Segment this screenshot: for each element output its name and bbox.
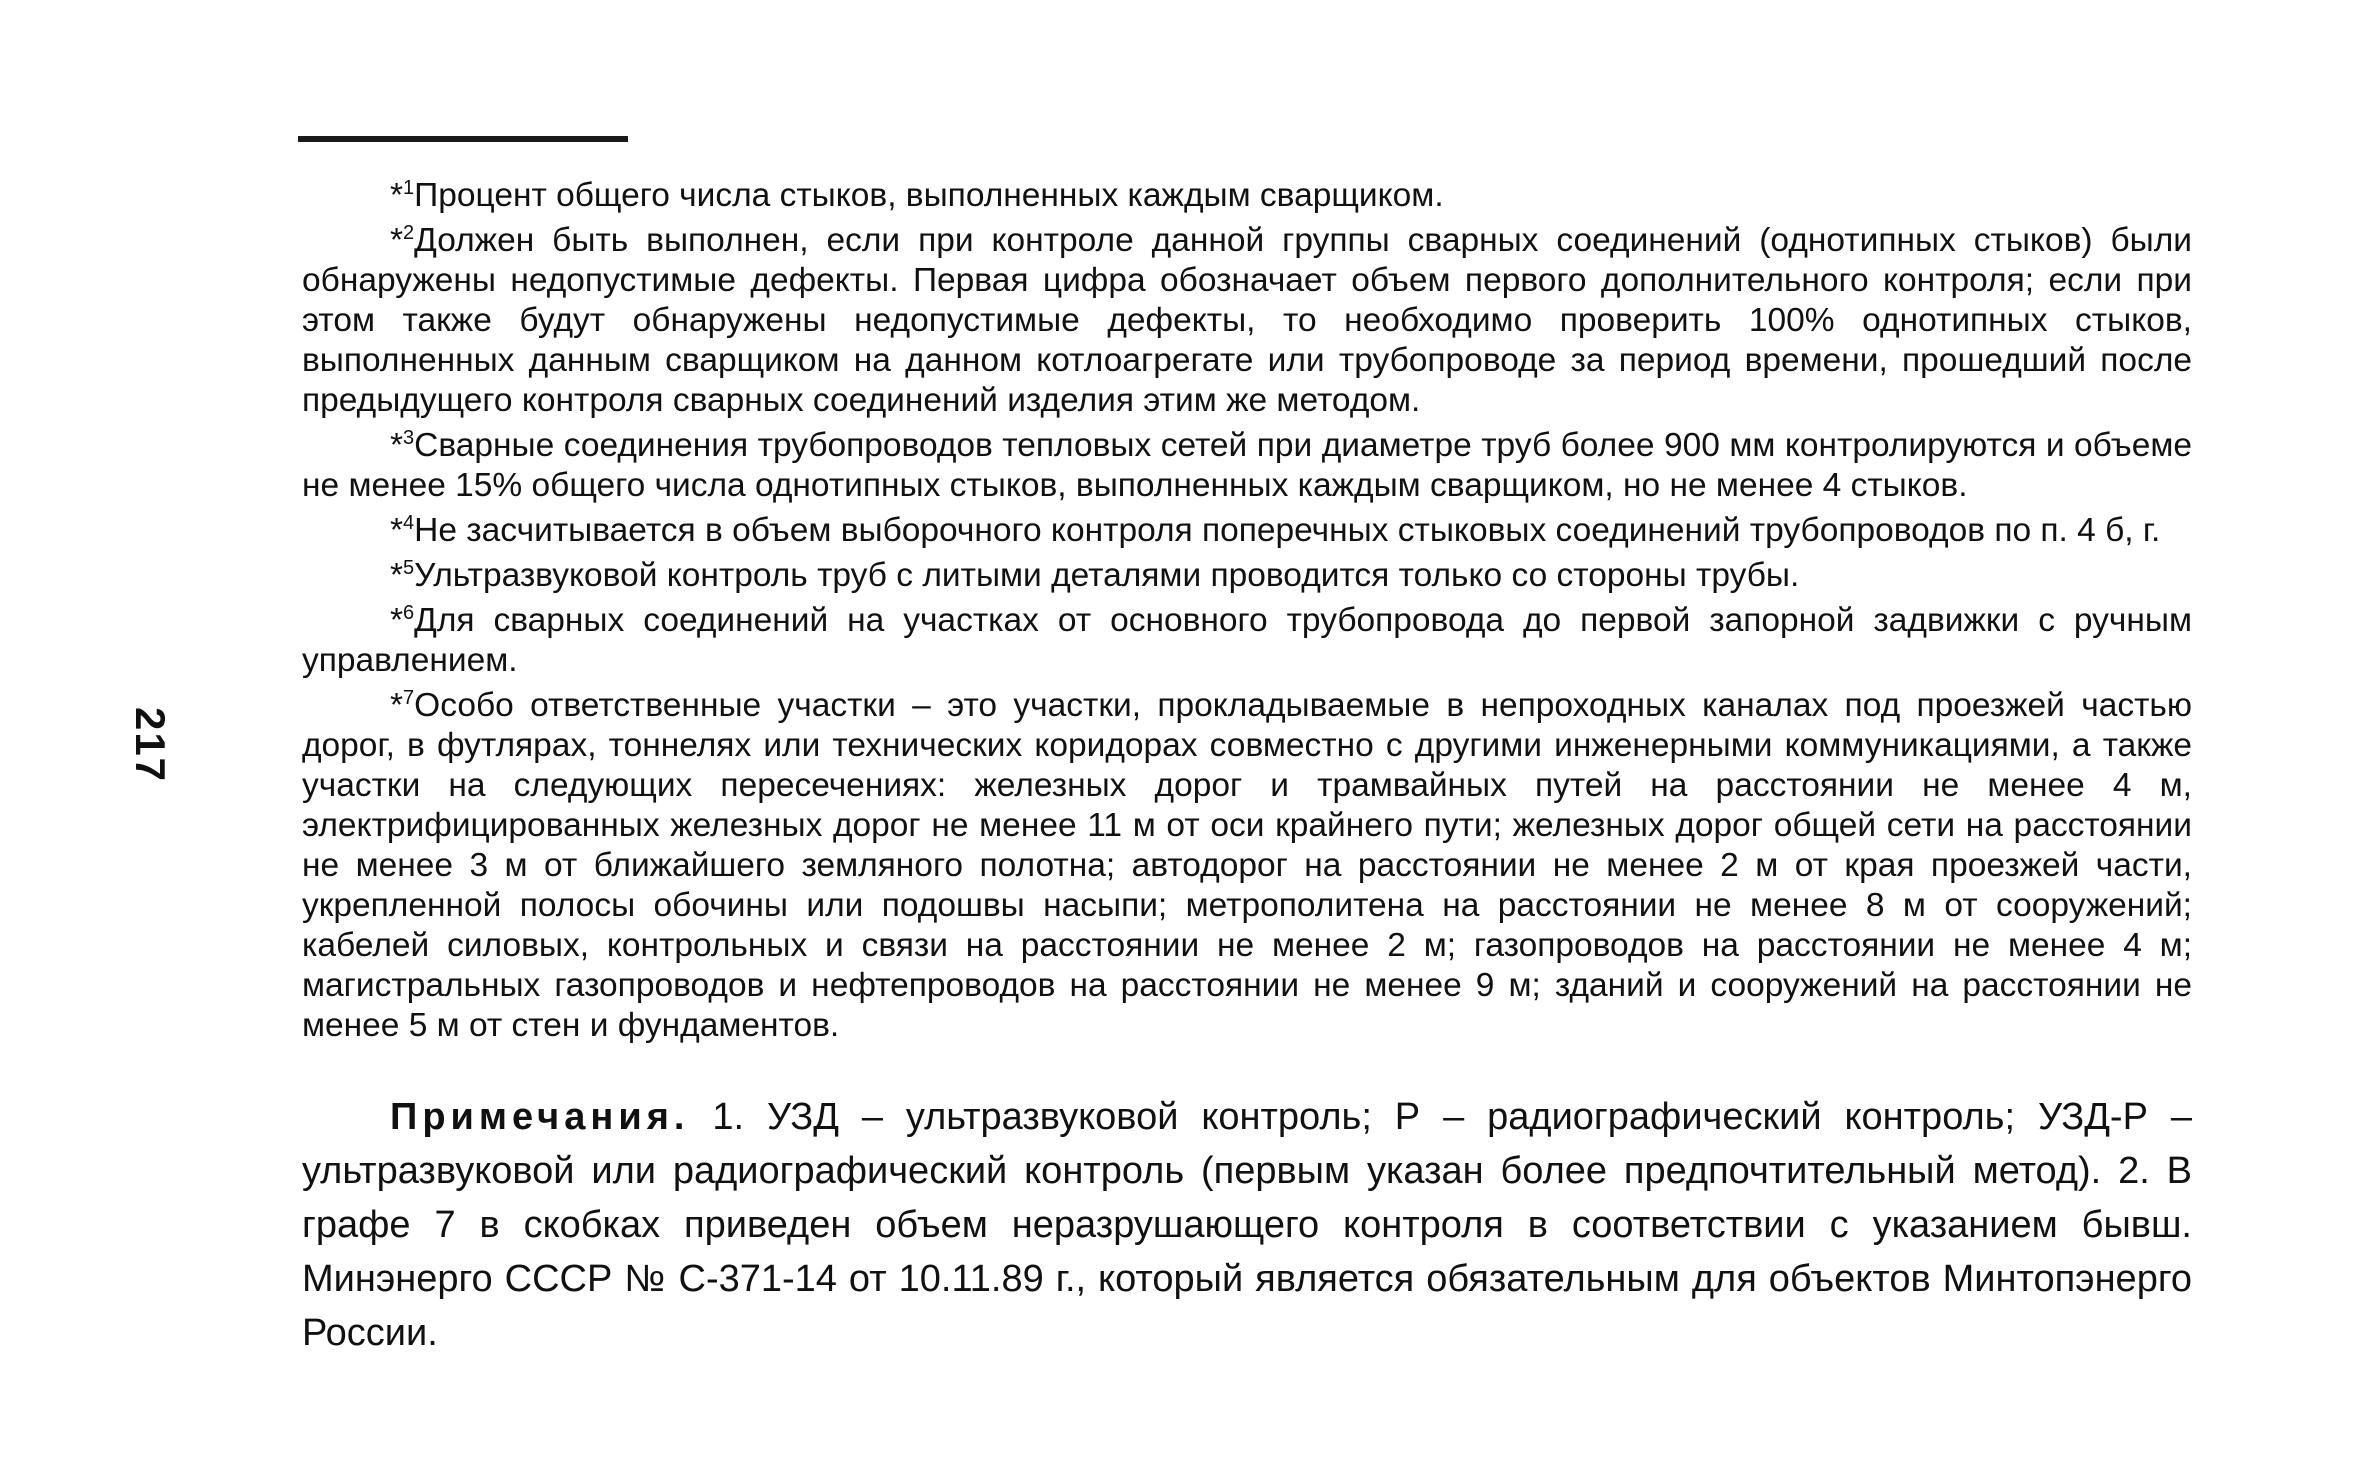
page-number: 217 xyxy=(127,706,174,784)
footnote-marker: * xyxy=(390,427,404,464)
footnote-text: Процент общего числа стыков, выполненных каждым сварщиком. xyxy=(414,177,1444,214)
footnote-2 xyxy=(302,221,2192,421)
footnote-1 xyxy=(302,176,2192,216)
footnote-marker: * xyxy=(390,687,404,724)
footnote-marker: * xyxy=(390,512,404,549)
footnote-text: Сварные соединения трубопроводов тепловых сетей при диаметре труб более 900 мм контролируются и объеме не менее 15% общего числа однотипных стыков, выполненных каждым сварщиком, но не менее 4 стыков. xyxy=(302,427,2192,504)
footnote-number: 5 xyxy=(403,557,415,579)
footnote-marker: * xyxy=(390,557,404,594)
footnote-marker: * xyxy=(390,602,404,639)
footnote-5 xyxy=(302,556,2192,596)
footnote-text: Не засчитывается в объем выборочного контроля поперечных стыковых соединений трубопроводов по п. 4 б, г. xyxy=(414,512,2161,549)
footnote-text: Должен быть выполнен, если при контроле данной группы сварных соединений (однотипных стыков) были обнаружены недопустимые дефекты. Первая цифра обозначает объем первого дополнительного контроля; если при этом также будут обнаружены недопустимые дефекты, то необходимо проверить 100% однотипных стыков, выполненных данным сварщиком на данном котлоагрегате или трубопроводе за период времени, прошедший после предыдущего контроля сварных соединений изделия этим же методом. xyxy=(302,222,2192,419)
footnotes-block xyxy=(302,176,2192,1051)
footnote-number: 3 xyxy=(403,427,415,449)
footnote-number: 6 xyxy=(403,602,415,624)
footnote-text: Для сварных соединений на участках от основного трубопровода до первой запорной задвижки с ручным управлением. xyxy=(302,602,2192,679)
footnote-6 xyxy=(302,601,2192,681)
footnote-number: 4 xyxy=(403,512,415,534)
footnote-marker: * xyxy=(390,222,404,259)
notes-paragraph xyxy=(302,1090,2192,1360)
footnote-text: Ультразвуковой контроль труб с литыми деталями проводится только со стороны трубы. xyxy=(414,557,1800,594)
footnote-text: Особо ответственные участки – это участки, прокладываемые в непроходных каналах под проезжей частью дорог, в футлярах, тоннелях или технических коридорах совместно с другими инженерными коммуникациями, а также участки на следующих пересечениях: железных дорог и трамвайных путей на расстоянии не менее 4 м, электрифицированных железных дорог не менее 11 м от оси крайнего пути; железных дорог общей сети на расстоянии не менее 3 м от ближайшего земляного полотна; автодорог на расстоянии не менее 2 м от края проезжей части, укрепленной полосы обочины или подошвы насыпи; метрополитена на расстоянии не менее 8 м от сооружений; кабелей силовых, контрольных и связи на расстоянии не менее 2 м; газопроводов на расстоянии не менее 4 м; магистральных газопроводов и нефтепроводов на расстоянии не менее 9 м; зданий и сооружений на расстоянии не менее 5 м от стен и фундаментов. xyxy=(302,687,2192,1044)
footnote-4 xyxy=(302,511,2192,551)
notes-heading: Примечания. xyxy=(390,1096,690,1138)
footnote-number: 2 xyxy=(403,222,415,244)
footnote-number: 7 xyxy=(403,687,415,709)
notes-text: 1. УЗД – ультразвуковой контроль; Р – радиографический контроль; УЗД-Р – ультразвуковой или радиографический контроль (первым указан более предпочтительный метод). 2. В графе 7 в скобках приведен объем неразрушающего контроля в соответствии с указанием бывш. Минэнерго СССР № С-371-14 от 10.11.89 г., который является обязательным для объектов Минтопэнерго России. xyxy=(302,1096,2192,1354)
footnote-number: 1 xyxy=(403,177,415,199)
footnote-marker: * xyxy=(390,177,404,214)
footnote-7 xyxy=(302,686,2192,1046)
footnote-separator-rule xyxy=(298,136,628,142)
footnote-3 xyxy=(302,426,2192,506)
